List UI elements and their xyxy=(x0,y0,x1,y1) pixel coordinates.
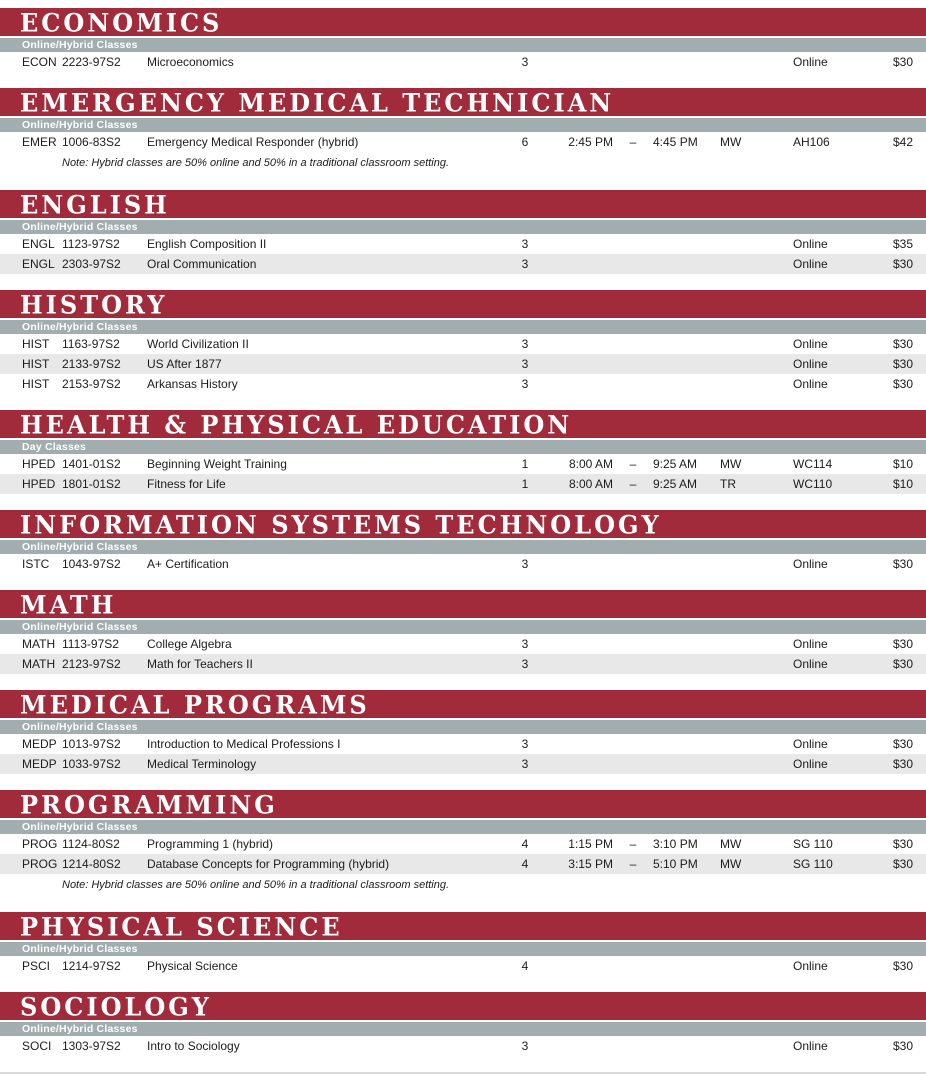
course-number: 1214-80S2 xyxy=(62,857,121,871)
course-days: MW xyxy=(720,135,742,149)
course-end-time: 9:25 AM xyxy=(653,477,698,491)
course-number: 1124-80S2 xyxy=(62,837,120,851)
course-credits: 3 xyxy=(521,257,529,271)
course-dept-code: PROG xyxy=(22,857,58,871)
course-fee: $30 xyxy=(892,557,913,571)
course-title: Math for Teachers II xyxy=(147,657,253,671)
course-title: Arkansas History xyxy=(147,377,238,391)
course-title: Intro to Sociology xyxy=(147,1039,240,1053)
course-credits: 3 xyxy=(521,657,529,671)
class-type-label: Online/Hybrid Classes xyxy=(22,943,138,955)
course-row xyxy=(0,956,926,976)
class-type-subheader xyxy=(0,38,926,52)
course-dept-code: HIST xyxy=(22,357,50,371)
course-title: Emergency Medical Responder (hybrid) xyxy=(147,135,359,149)
course-credits: 3 xyxy=(521,757,529,771)
course-fee: $30 xyxy=(892,837,913,851)
course-rows xyxy=(0,834,926,874)
time-range-dash: – xyxy=(629,837,637,851)
course-title: Introduction to Medical Professions I xyxy=(147,737,341,751)
class-type-subheader xyxy=(0,720,926,734)
department-title: MEDICAL PROGRAMS xyxy=(20,688,370,720)
course-title: Beginning Weight Training xyxy=(147,457,287,471)
course-end-time: 9:25 AM xyxy=(653,457,698,471)
course-row xyxy=(0,374,926,394)
course-row xyxy=(0,1036,926,1056)
course-location: Online xyxy=(793,1039,828,1053)
course-number: 2133-97S2 xyxy=(62,357,121,371)
course-rows xyxy=(0,454,926,494)
course-location: Online xyxy=(793,757,828,771)
class-type-subheader xyxy=(0,942,926,956)
course-fee: $10 xyxy=(892,477,913,491)
course-number: 2223-97S2 xyxy=(62,55,121,69)
course-rows xyxy=(0,956,926,976)
course-dept-code: HPED xyxy=(22,477,56,491)
course-credits: 1 xyxy=(521,477,529,491)
course-fee: $30 xyxy=(892,357,913,371)
course-number: 1303-97S2 xyxy=(62,1039,121,1053)
department-section xyxy=(0,8,926,72)
course-number: 1006-83S2 xyxy=(62,135,121,149)
department-title: PHYSICAL SCIENCE xyxy=(20,910,343,942)
class-type-subheader xyxy=(0,118,926,132)
course-title: World Civilization II xyxy=(147,337,249,351)
department-section xyxy=(0,690,926,774)
course-credits: 3 xyxy=(521,1039,529,1053)
course-dept-code: MATH xyxy=(22,657,56,671)
department-title: ECONOMICS xyxy=(20,6,223,38)
course-title: Physical Science xyxy=(147,959,238,973)
department-section xyxy=(0,410,926,494)
course-row xyxy=(0,354,926,374)
course-row xyxy=(0,754,926,774)
course-end-time: 5:10 PM xyxy=(653,857,698,871)
course-fee: $10 xyxy=(892,457,913,471)
course-credits: 3 xyxy=(521,237,529,251)
department-header xyxy=(0,912,926,940)
course-number: 1214-97S2 xyxy=(62,959,121,973)
department-title: EMERGENCY MEDICAL TECHNICIAN xyxy=(20,86,615,118)
course-fee: $42 xyxy=(892,135,913,149)
department-header xyxy=(0,8,926,36)
department-section xyxy=(0,510,926,574)
course-fee: $30 xyxy=(892,377,913,391)
course-location: Online xyxy=(793,237,828,251)
course-row xyxy=(0,734,926,754)
course-number: 1401-01S2 xyxy=(62,457,121,471)
class-type-subheader xyxy=(0,1022,926,1036)
time-range-dash: – xyxy=(629,135,637,149)
course-row xyxy=(0,554,926,574)
department-header xyxy=(0,88,926,116)
department-header xyxy=(0,690,926,718)
time-range-dash: – xyxy=(629,477,637,491)
course-location: Online xyxy=(793,657,828,671)
department-section xyxy=(0,790,926,896)
course-fee: $30 xyxy=(892,657,913,671)
course-dept-code: ENGL xyxy=(22,257,55,271)
course-dept-code: EMER xyxy=(22,135,57,149)
department-section xyxy=(0,912,926,976)
course-title: Programming 1 (hybrid) xyxy=(147,837,274,851)
course-location: WC110 xyxy=(793,477,833,491)
course-fee: $30 xyxy=(892,857,913,871)
class-type-label: Online/Hybrid Classes xyxy=(22,221,138,233)
course-start-time: 8:00 AM xyxy=(568,457,613,471)
course-location: Online xyxy=(793,357,828,371)
course-days: MW xyxy=(720,857,742,871)
course-dept-code: HPED xyxy=(22,457,56,471)
course-rows xyxy=(0,634,926,674)
course-credits: 6 xyxy=(521,135,529,149)
course-location: AH106 xyxy=(793,135,830,149)
department-header xyxy=(0,410,926,438)
course-fee: $30 xyxy=(892,959,913,973)
course-row xyxy=(0,834,926,854)
class-type-subheader xyxy=(0,440,926,454)
department-header xyxy=(0,290,926,318)
department-header xyxy=(0,590,926,618)
course-location: Online xyxy=(793,637,828,651)
course-days: TR xyxy=(720,477,736,491)
course-dept-code: ISTC xyxy=(22,557,50,571)
course-number: 1123-97S2 xyxy=(62,237,120,251)
course-row xyxy=(0,474,926,494)
course-row xyxy=(0,234,926,254)
course-row xyxy=(0,254,926,274)
course-number: 1801-01S2 xyxy=(62,477,121,491)
course-number: 1163-97S2 xyxy=(62,337,120,351)
course-row xyxy=(0,52,926,72)
class-type-label: Online/Hybrid Classes xyxy=(22,721,138,733)
course-number: 1013-97S2 xyxy=(62,737,121,751)
course-location: Online xyxy=(793,377,828,391)
course-row xyxy=(0,854,926,874)
course-fee: $30 xyxy=(892,757,913,771)
hybrid-note: Note: Hybrid classes are 50% online and 50% in a traditional classroom setting. xyxy=(0,874,926,896)
course-title: US After 1877 xyxy=(147,357,222,371)
class-type-subheader xyxy=(0,620,926,634)
course-title: Fitness for Life xyxy=(147,477,226,491)
course-title: Oral Communication xyxy=(147,257,257,271)
course-start-time: 8:00 AM xyxy=(568,477,613,491)
course-fee: $30 xyxy=(892,637,913,651)
department-title: PROGRAMMING xyxy=(20,788,278,820)
course-start-time: 1:15 PM xyxy=(568,837,613,851)
course-location: SG 110 xyxy=(793,857,833,871)
course-rows xyxy=(0,52,926,72)
department-header xyxy=(0,790,926,818)
course-location: SG 110 xyxy=(793,837,833,851)
course-title: College Algebra xyxy=(147,637,232,651)
course-title: Database Concepts for Programming (hybrid) xyxy=(147,857,390,871)
time-range-dash: – xyxy=(629,457,637,471)
department-title: HISTORY xyxy=(20,288,168,320)
course-number: 2303-97S2 xyxy=(62,257,121,271)
class-type-label: Online/Hybrid Classes xyxy=(22,821,138,833)
course-rows xyxy=(0,132,926,152)
course-number: 2123-97S2 xyxy=(62,657,121,671)
course-fee: $30 xyxy=(892,1039,913,1053)
course-start-time: 2:45 PM xyxy=(568,135,613,149)
course-rows xyxy=(0,734,926,774)
course-rows xyxy=(0,334,926,394)
course-number: 1033-97S2 xyxy=(62,757,121,771)
class-type-label: Online/Hybrid Classes xyxy=(22,541,138,553)
course-credits: 3 xyxy=(521,377,529,391)
course-fee: $30 xyxy=(892,257,913,271)
course-credits: 3 xyxy=(521,737,529,751)
course-row xyxy=(0,634,926,654)
course-title: English Composition II xyxy=(147,237,267,251)
course-row xyxy=(0,132,926,152)
department-header xyxy=(0,510,926,538)
department-section xyxy=(0,290,926,394)
course-row xyxy=(0,334,926,354)
course-title: Microeconomics xyxy=(147,55,234,69)
course-dept-code: MEDP xyxy=(22,737,57,751)
department-title: INFORMATION SYSTEMS TECHNOLOGY xyxy=(20,508,662,540)
course-rows xyxy=(0,554,926,574)
course-dept-code: ENGL xyxy=(22,237,55,251)
course-title: A+ Certification xyxy=(147,557,229,571)
course-location: Online xyxy=(793,257,828,271)
course-number: 1113-97S2 xyxy=(62,637,119,651)
course-dept-code: PSCI xyxy=(22,959,51,973)
class-type-label: Online/Hybrid Classes xyxy=(22,321,138,333)
department-section xyxy=(0,992,926,1056)
course-credits: 3 xyxy=(521,55,529,69)
course-location: Online xyxy=(793,737,828,751)
course-location: Online xyxy=(793,55,828,69)
department-title: SOCIOLOGY xyxy=(20,990,212,1022)
class-type-label: Online/Hybrid Classes xyxy=(22,39,138,51)
course-dept-code: HIST xyxy=(22,337,50,351)
course-credits: 4 xyxy=(521,837,529,851)
course-dept-code: SOCI xyxy=(22,1039,52,1053)
course-row xyxy=(0,454,926,474)
class-type-subheader xyxy=(0,320,926,334)
class-type-label: Online/Hybrid Classes xyxy=(22,621,138,633)
course-row xyxy=(0,654,926,674)
course-location: Online xyxy=(793,959,828,973)
course-dept-code: HIST xyxy=(22,377,50,391)
class-type-label: Online/Hybrid Classes xyxy=(22,119,138,131)
course-location: Online xyxy=(793,557,828,571)
course-days: MW xyxy=(720,837,742,851)
department-section xyxy=(0,590,926,674)
course-title: Medical Terminology xyxy=(147,757,257,771)
course-credits: 3 xyxy=(521,357,529,371)
course-start-time: 3:15 PM xyxy=(568,857,613,871)
time-range-dash: – xyxy=(629,857,637,871)
course-number: 2153-97S2 xyxy=(62,377,121,391)
department-header xyxy=(0,190,926,218)
course-end-time: 3:10 PM xyxy=(653,837,698,851)
course-credits: 3 xyxy=(521,557,529,571)
course-fee: $30 xyxy=(892,737,913,751)
class-type-subheader xyxy=(0,540,926,554)
course-credits: 4 xyxy=(521,857,529,871)
course-credits: 4 xyxy=(521,959,529,973)
class-type-subheader xyxy=(0,820,926,834)
department-section xyxy=(0,88,926,174)
course-credits: 1 xyxy=(521,457,529,471)
course-dept-code: PROG xyxy=(22,837,58,851)
course-fee: $30 xyxy=(892,337,913,351)
course-end-time: 4:45 PM xyxy=(653,135,698,149)
course-dept-code: MATH xyxy=(22,637,56,651)
hybrid-note: Note: Hybrid classes are 50% online and 50% in a traditional classroom setting. xyxy=(0,152,926,174)
course-fee: $30 xyxy=(892,55,913,69)
department-title: MATH xyxy=(20,588,117,620)
course-credits: 3 xyxy=(521,337,529,351)
class-type-label: Online/Hybrid Classes xyxy=(22,1023,138,1035)
department-header xyxy=(0,992,926,1020)
course-rows xyxy=(0,1036,926,1056)
department-title: HEALTH & PHYSICAL EDUCATION xyxy=(20,408,573,440)
course-number: 1043-97S2 xyxy=(62,557,121,571)
department-title: ENGLISH xyxy=(20,188,170,220)
course-fee: $35 xyxy=(892,237,913,251)
course-rows xyxy=(0,234,926,274)
course-credits: 3 xyxy=(521,637,529,651)
course-dept-code: MEDP xyxy=(22,757,57,771)
department-section xyxy=(0,190,926,274)
course-days: MW xyxy=(720,457,742,471)
class-type-label: Day Classes xyxy=(22,441,87,453)
course-location: WC114 xyxy=(793,457,833,471)
class-type-subheader xyxy=(0,220,926,234)
course-dept-code: ECON xyxy=(22,55,57,69)
course-location: Online xyxy=(793,337,828,351)
